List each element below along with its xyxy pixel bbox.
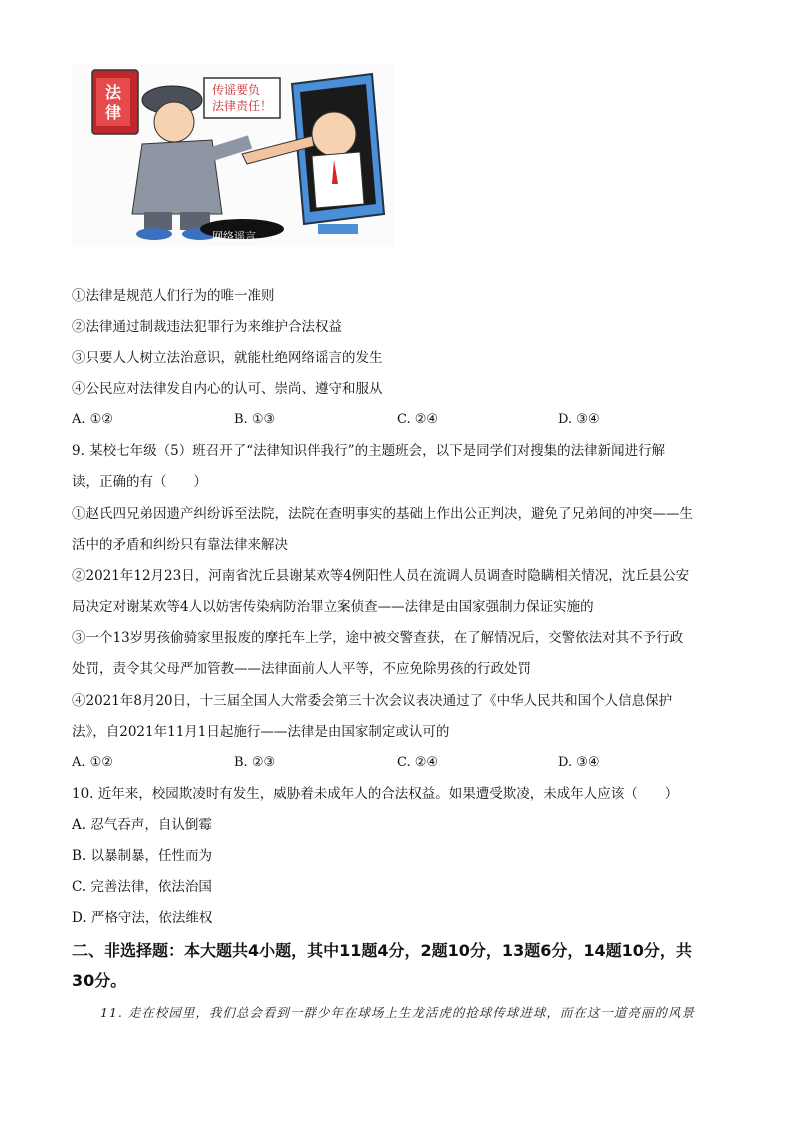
q9-item3-line2: 处罚，责令其父母严加管教——法律面前人人平等，不应免除男孩的行政处罚 — [72, 661, 531, 677]
q9-item4-line2: 法》，自2021年11月1日起施行——法律是由国家制定或认可的 — [72, 724, 450, 740]
q8-item-4: ④公民应对法律发自内心的认可、崇尚、遵守和服从 — [72, 381, 383, 397]
q11-start: 11. 走在校园里，我们总会看到一群少年在球场上生龙活虎的抢球传球进球，而在这一道亮丽的风景 — [100, 1005, 695, 1020]
q9-stem-line2: 读，正确的有（ ） — [72, 474, 207, 490]
q9-item1-line1: ①赵氏四兄弟因遗产纠纷诉至法院，法院在查明事实的基础上作出公正判决，避免了兄弟间的冲突——生 — [72, 506, 693, 522]
q8-option-a[interactable]: A. ①② — [72, 412, 113, 427]
rumor-law-cartoon — [72, 64, 394, 246]
q10-option-b[interactable]: B. 以暴制暴，任性而为 — [72, 848, 213, 864]
q10-option-d[interactable]: D. 严格守法，依法维权 — [72, 910, 213, 926]
cartoon-caption: 网络谣言 — [212, 230, 256, 243]
speech-text-2: 法律责任！ — [212, 99, 273, 113]
q8-option-b[interactable]: B. ①③ — [234, 412, 276, 427]
q9-option-a[interactable]: A. ①② — [72, 755, 113, 770]
q8-option-d[interactable]: D. ③④ — [558, 412, 600, 427]
q9-option-b[interactable]: B. ②③ — [234, 755, 276, 770]
monitor — [292, 74, 384, 234]
q9-item2-line2: 局决定对谢某欢等4人以妨害传染病防治罪立案侦查——法律是由国家强制力保证实施的 — [72, 599, 594, 615]
section2-heading-line2: 30分。 — [72, 971, 127, 990]
q8-item-1: ①法律是规范人们行为的唯一准则 — [72, 288, 275, 304]
book-label-2: 律 — [104, 103, 122, 122]
q9-option-c[interactable]: C. ②④ — [397, 755, 439, 770]
section2-heading-line1: 二、非选择题：本大题共4小题，其中11题4分，2题10分，13题6分，14题10分，共 — [72, 941, 692, 960]
q8-item-3: ③只要人人树立法治意识，就能杜绝网络谣言的发生 — [72, 350, 383, 366]
q9-item2-line1: ②2021年12月23日，河南省沈丘县谢某欢等4例阳性人员在流调人员调查时隐瞒相关情况，沈丘县公安 — [72, 568, 690, 584]
q10-option-a[interactable]: A. 忍气吞声，自认倒霉 — [72, 817, 212, 833]
q10-option-c[interactable]: C. 完善法律，依法治国 — [72, 879, 212, 895]
q9-item1-line2: 活中的矛盾和纠纷只有靠法律来解决 — [72, 537, 288, 553]
speech-text-1: 传谣要负 — [212, 83, 261, 97]
q9-item3-line1: ③一个13岁男孩偷骑家里报废的摩托车上学，途中被交警查获，在了解情况后，交警依法对其不予行政 — [72, 630, 684, 646]
q8-item-2: ②法律通过制裁违法犯罪行为来维护合法权益 — [72, 319, 342, 335]
book-label-1: 法 — [104, 83, 122, 102]
q9-stem-line1: 9. 某校七年级（5）班召开了“法律知识伴我行”的主题班会，以下是同学们对搜集的法律新闻进行解 — [72, 443, 666, 459]
q9-option-d[interactable]: D. ③④ — [558, 755, 600, 770]
q8-option-c[interactable]: C. ②④ — [397, 412, 439, 427]
speech-bubble — [204, 78, 280, 118]
q9-item4-line1: ④2021年8月20日，十三届全国人大常委会第三十次会议表决通过了《中华人民共和国个人信息保护 — [72, 693, 673, 709]
law-book — [92, 70, 138, 134]
q10-stem: 10. 近年来，校园欺凌时有发生，威胁着未成年人的合法权益。如果遭受欺凌，未成年人应该（ ） — [72, 786, 679, 802]
